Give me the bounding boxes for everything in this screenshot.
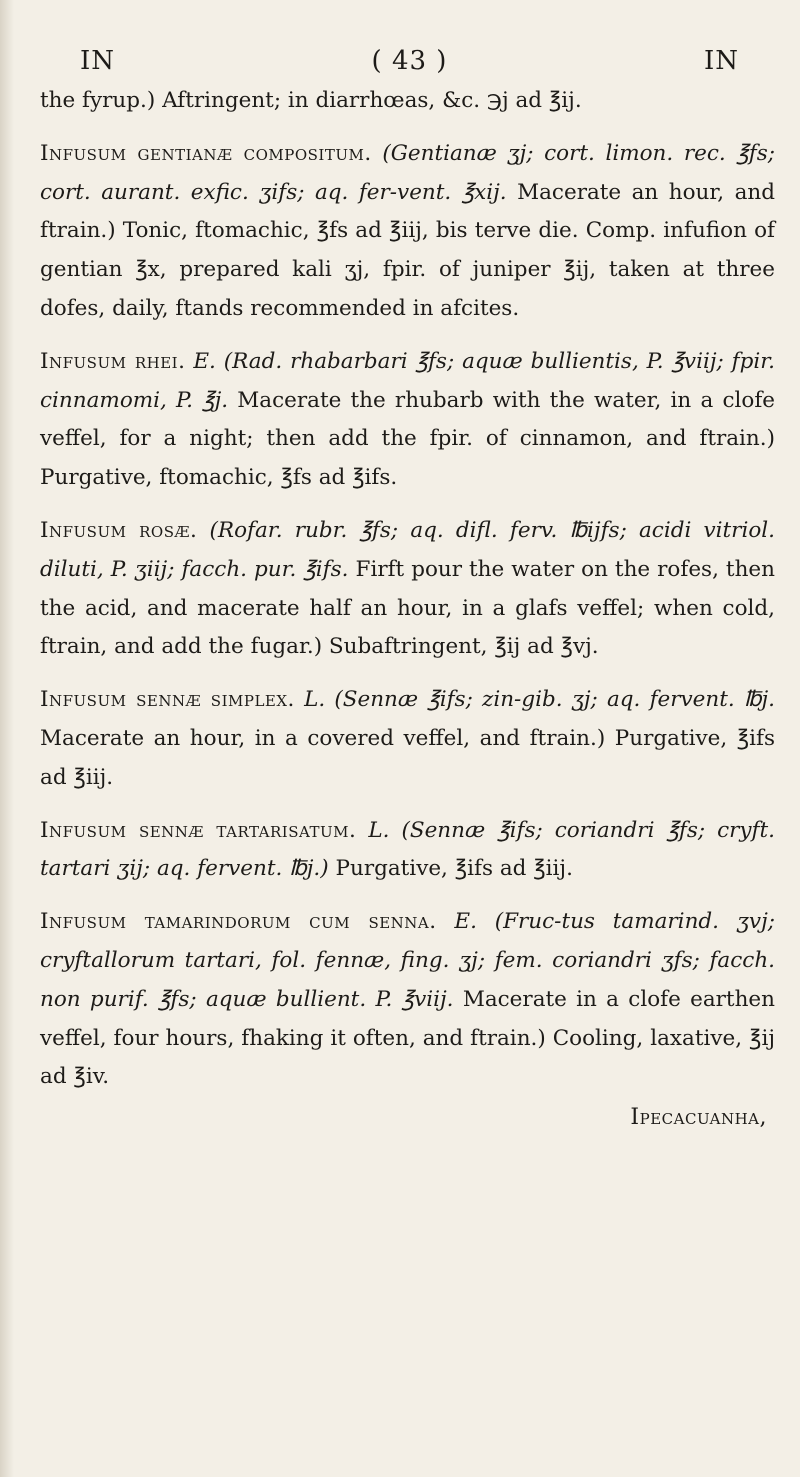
entry-title: Infusum rosæ. [40,517,198,543]
entry-recipe: E. (Rad. rhabarbari ℥fs; aquæ bullientis, P. ℥viij; fpir. cinnamomi, P. ℥j. [40,348,775,413]
entry-text: Macerate an hour, in a covered veffel, and ftrain.) Purgative, ℥ifs ad ℥iij. [40,725,775,790]
entry-infusum-sennae-tartarisatum [40,812,775,890]
entry-text: Macerate an hour, and ftrain.) Tonic, ftomachic, ℥fs ad ℥iij, bis terve die. Comp. infufion of gentian ℥x, prepared kali ʒj, fpir. of juniper ℥ij, taken at three dofes, daily, ftands recommended in afcites. [40,179,775,321]
entry-recipe: L. (Sennæ ℥ifs; zin-gib. ʒj; aq. fervent. ℔j. [304,687,775,713]
entry-title: Infusum sennæ simplex. [40,687,295,713]
entry-text: Firft pour the water on the rofes, then the acid, and macerate half an hour, in a glafs veffel; when cold, ftrain, and add the fugar.) Subaftringent, ℥ij ad ℥vj. [40,556,775,660]
entry-infusum-rosae [40,512,775,667]
entry-infusum-tamarindorum [40,903,775,1097]
catchword: Ipecacuanha, [630,1105,767,1131]
page-content [40,46,775,1130]
entry-recipe: (Gentianæ ʒj; cort. limon. rec. ℥fs; cort. aurant. exfic. ʒifs; aq. fer-vent. ℥xij. [40,140,775,205]
entry-title: Infusum gentianæ compositum. [40,140,372,166]
entry-recipe: (Rofar. rubr. ℥fs; aq. difl. ferv. ℔ijfs; acidi vitriol. diluti, P. ʒiij; facch. pur. ℥ifs. [40,517,775,582]
entry-infusum-sennae-simplex [40,681,775,797]
entry-text: Purgative, ℥ifs ad ℥iij. [335,856,573,882]
entry-title: Infusum rhei. [40,348,186,374]
page-number: ( 43 ) [371,46,448,76]
entry-text: Macerate in a clofe earthen veffel, four hours, fhaking it often, and ftrain.) Cooling, laxative, ℥ij ad ℥iv. [40,986,775,1090]
page-edge [0,0,14,1477]
entry-recipe: L. (Sennæ ℥ifs; coriandri ℥fs; cryft. tartari ʒij; aq. fervent. ℔j.) [40,817,775,882]
entry-title: Infusum sennæ tartarisatum. [40,817,357,843]
entry-infusum-rhei [40,343,775,498]
entry-title: Infusum tamarindorum cum senna. [40,909,437,935]
entry-recipe: E. (Fruc-tus tamarind. ʒvj; cryftallorum tartari, fol. fennæ, fing. ʒj; fem. coriandri ʒfs; facch. non purif. ℥fs; aquæ bullient. P. ℥viij. [40,909,775,1012]
entry-text: Macerate the rhubarb with the water, in a clofe veffel, for a night; then add the fpir. of cinnamon, and ftrain.) Purgative, ftomachic, ℥fs ad ℥ifs. [40,387,775,491]
entry-syrup-continuation: the fyrup.) Aftringent; in diarrhœas, &c. ℈j ad ℥ij. [40,88,582,113]
header-left: IN [80,46,116,76]
header-right: IN [703,46,739,76]
entry-infusum-gentianae [40,135,775,329]
running-header [40,46,775,76]
